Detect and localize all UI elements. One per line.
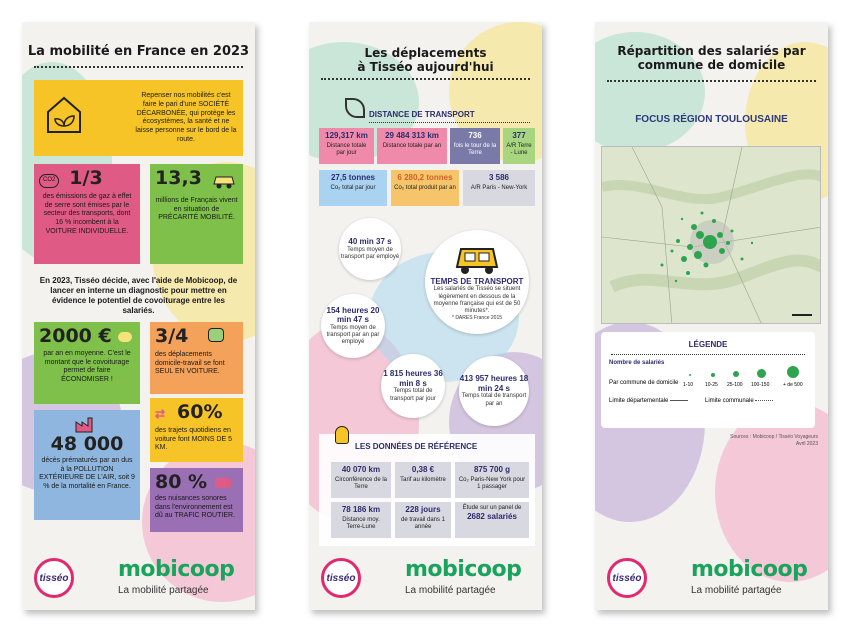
car-icon bbox=[211, 172, 237, 190]
legend-size-label: 10-25 bbox=[705, 382, 718, 388]
stat-big: 1/3 bbox=[69, 167, 103, 189]
ref-value: 228 jours bbox=[405, 505, 441, 514]
circle-value: 154 heures 20 min 47 s bbox=[326, 305, 380, 325]
panel-tisseo-trips bbox=[309, 22, 542, 610]
stat-precarity bbox=[150, 164, 243, 264]
circle-value: 413 957 heures 18 min 24 s bbox=[459, 374, 529, 393]
circle-label: Temps total de transport par an bbox=[461, 393, 527, 407]
ref-label: Circonférence de la Terre bbox=[334, 476, 388, 490]
mobicoop-logo: mobicoop bbox=[118, 557, 235, 582]
ref-label: Co₂ Paris-New York pour 1 passager bbox=[458, 476, 526, 490]
lightbulb-icon bbox=[335, 426, 349, 444]
divider bbox=[321, 78, 530, 80]
stat-label: A/R Paris - New-York bbox=[470, 184, 528, 191]
stat-cell bbox=[450, 128, 500, 164]
stat-label: fois le tour de la Terre bbox=[453, 142, 497, 156]
legend-box bbox=[601, 332, 815, 428]
legend-circle bbox=[787, 366, 799, 378]
stat-big: 3/4 bbox=[155, 325, 189, 347]
stat-value: 129,317 km bbox=[325, 131, 368, 140]
title-line: Les déplacements bbox=[364, 46, 487, 60]
stat-cell bbox=[377, 128, 447, 164]
time-circle bbox=[321, 294, 385, 358]
ref-cell bbox=[395, 502, 451, 538]
stat-big: 13,3 bbox=[155, 167, 202, 189]
divider bbox=[611, 354, 805, 355]
transport-time-circle bbox=[425, 230, 529, 334]
co2-icon: CO2 bbox=[39, 174, 59, 188]
stat-label: Distance totale par an bbox=[382, 142, 442, 149]
divider bbox=[369, 122, 530, 123]
mobicoop-logo: mobicoop bbox=[405, 557, 522, 582]
tagline: La mobilité partagée bbox=[405, 585, 496, 596]
legend-title: LÉGENDE bbox=[688, 340, 728, 349]
ref-cell bbox=[455, 502, 529, 538]
panel-employee-distribution bbox=[595, 22, 828, 610]
stat-noise bbox=[150, 468, 243, 532]
tisseo-logo: tisséo bbox=[34, 558, 74, 598]
stat-cell bbox=[503, 128, 535, 164]
stat-text: des nuisances sonores dans l'environnement est dû au TRAFIC ROUTIER. bbox=[155, 494, 236, 520]
ref-value: 78 186 km bbox=[341, 505, 381, 514]
ref-cell bbox=[331, 462, 391, 498]
panel-title bbox=[595, 44, 828, 73]
ref-cell bbox=[455, 462, 529, 498]
sources-date: Avril 2023 bbox=[795, 441, 818, 447]
stat-pollution bbox=[34, 410, 140, 520]
intro-text: Repenser nos mobilités c'est faire le pari d'une SOCIÉTÉ DÉCARBONÉE, qui protège les écosystèmes, la santé et ne laisse personne sur le bord de la route. bbox=[135, 92, 237, 143]
legend-circle bbox=[733, 371, 739, 377]
section-title: DISTANCE DE TRANSPORT bbox=[369, 110, 475, 119]
circle-note: * DARES France 2015 bbox=[451, 315, 503, 322]
stat-text: décès prématurés par an dus à la POLLUTION EXTÉRIEURE DE L'AIR, soit 9 % de la mortalité en France. bbox=[39, 456, 135, 491]
stat-text: par an en moyenne. C'est le montant que le covoiturage permet de faire ÉCONOMISER ! bbox=[43, 349, 131, 384]
ref-value: 2682 salariés bbox=[467, 512, 517, 522]
ref-value: 875 700 g bbox=[473, 465, 511, 474]
stat-savings bbox=[34, 322, 140, 404]
piggy-bank-icon bbox=[118, 332, 132, 342]
stat-cell bbox=[463, 170, 535, 206]
ref-label: Tarif au kilomètre bbox=[400, 476, 446, 483]
stat-value: 736 bbox=[468, 131, 482, 140]
stat-text: millions de Français vivent en situation de PRÉCARITÉ MOBILITÉ. bbox=[155, 196, 238, 222]
stat-text: des émissions de gaz à effet de serre sont émises par le secteur des transports, dont 16 % incombent à la VOITURE INDIVIDUELLE. bbox=[42, 192, 132, 235]
diagnostic-text: En 2023, Tisséo décide, avec l'aide de Mobicoop, de lancer en interne un diagnostic pour mettre en évidence le potentiel de covoiturage entre les salariés. bbox=[39, 276, 238, 315]
legend-size-label: + de 500 bbox=[783, 382, 803, 388]
stat-emissions bbox=[34, 164, 140, 264]
tisseo-logo: tisséo bbox=[321, 558, 361, 598]
ref-value: 0,38 € bbox=[411, 465, 435, 474]
stat-short-trips bbox=[150, 398, 243, 462]
legend-circle bbox=[689, 374, 691, 376]
tagline: La mobilité partagée bbox=[118, 585, 209, 596]
section-title: LES DONNÉES DE RÉFÉRENCE bbox=[355, 442, 478, 451]
stat-value: 6 280,2 tonnes bbox=[397, 173, 453, 182]
legend-dept-limit bbox=[609, 398, 688, 404]
stat-text: des trajets quotidiens en voiture font MOINS DE 5 KM. bbox=[155, 426, 233, 452]
factory-icon bbox=[74, 414, 100, 434]
circle-value: 40 min 37 s bbox=[348, 237, 392, 247]
stat-solo-car bbox=[150, 322, 243, 394]
limit-dept-label: Limite départementale bbox=[609, 398, 669, 404]
stat-label: Co₂ total produit par an bbox=[394, 184, 456, 191]
stat-label: Distance totale par jour bbox=[326, 142, 367, 156]
mobicoop-logo: mobicoop bbox=[691, 557, 808, 582]
limit-comm-label: Limite communale bbox=[705, 398, 754, 404]
stat-big: 80 % bbox=[155, 471, 208, 493]
map-svg bbox=[602, 147, 821, 324]
panel-title: La mobilité en France en 2023 bbox=[27, 44, 250, 59]
sources bbox=[730, 434, 818, 448]
legend-size-label: 100-150 bbox=[751, 382, 770, 388]
panel-title bbox=[309, 46, 542, 75]
stat-big: 2000 € bbox=[39, 325, 112, 347]
legend-circle bbox=[711, 373, 715, 377]
arrows-icon: ⇄ bbox=[155, 407, 166, 421]
car-icon bbox=[451, 243, 503, 277]
intro-box bbox=[34, 80, 243, 156]
legend-circle bbox=[757, 369, 766, 378]
legend-sizes bbox=[683, 364, 813, 394]
stat-big: 60% bbox=[177, 401, 223, 423]
stat-cell bbox=[319, 170, 387, 206]
stat-value: 29 484 313 km bbox=[385, 131, 439, 140]
stat-text: des déplacements domicile-travail se font SEUL EN VOITURE. bbox=[155, 350, 225, 376]
stat-value: 27,5 tonnes bbox=[330, 173, 375, 182]
region-map bbox=[601, 146, 821, 324]
circle-label: Temps moyen de transport par employé bbox=[340, 246, 400, 260]
focus-title: FOCUS RÉGION TOULOUSAINE bbox=[635, 114, 788, 125]
stat-label: A/R Terre - Lune bbox=[506, 142, 532, 156]
stat-big: 48 000 bbox=[50, 433, 124, 455]
title-line: commune de domicile bbox=[637, 58, 786, 73]
circle-title: TEMPS DE TRANSPORT bbox=[430, 276, 524, 286]
ref-value: 40 070 km bbox=[341, 465, 381, 474]
divider bbox=[607, 80, 816, 82]
time-circle bbox=[339, 218, 401, 280]
sources-text: Sources : Mobicoop / Tisséo Voyageurs bbox=[730, 434, 818, 440]
circle-label: Temps moyen de transport par an par employé bbox=[326, 324, 380, 346]
stat-cell bbox=[319, 128, 374, 164]
panel-mobility-france bbox=[22, 22, 255, 610]
title-line: à Tisséo aujourd'hui bbox=[357, 60, 494, 75]
ref-label: de travail dans 1 année bbox=[400, 516, 446, 530]
legend-row-label: Par commune de domicile bbox=[609, 380, 679, 386]
stat-label: Co₂ total par jour bbox=[330, 184, 376, 191]
car-front-icon bbox=[208, 328, 224, 342]
title-line: Répartition des salariés par bbox=[617, 44, 806, 58]
tagline: La mobilité partagée bbox=[691, 585, 782, 596]
car-noise-icon bbox=[215, 478, 231, 488]
house-leaf-icon bbox=[44, 92, 84, 136]
stat-value: 3 586 bbox=[488, 173, 510, 182]
circle-label: Temps total de transport par jour bbox=[390, 388, 436, 402]
legend-comm-limit bbox=[705, 398, 773, 404]
stat-value: 377 bbox=[512, 131, 526, 140]
legend-size-label: 1-10 bbox=[683, 382, 694, 388]
legend-count-label: Nombre de salariés bbox=[609, 360, 665, 366]
ref-cell bbox=[395, 462, 451, 498]
divider bbox=[34, 66, 243, 68]
ref-label: Distance moy. Terre-Lune bbox=[342, 516, 380, 530]
time-circle bbox=[381, 354, 445, 418]
circle-value: 1 815 heures 36 min 8 s bbox=[383, 369, 443, 388]
time-circle bbox=[459, 356, 529, 426]
ref-cell bbox=[331, 502, 391, 538]
ref-label: Étude sur un panel de bbox=[462, 505, 522, 511]
circle-text: Les salariés de Tisséo se situent légèrement en dessous de la moyenne française qui est de 50 minutes*. bbox=[433, 286, 521, 314]
tisseo-logo: tisséo bbox=[607, 558, 647, 598]
stat-cell bbox=[391, 170, 459, 206]
legend-size-label: 25-100 bbox=[727, 382, 743, 388]
